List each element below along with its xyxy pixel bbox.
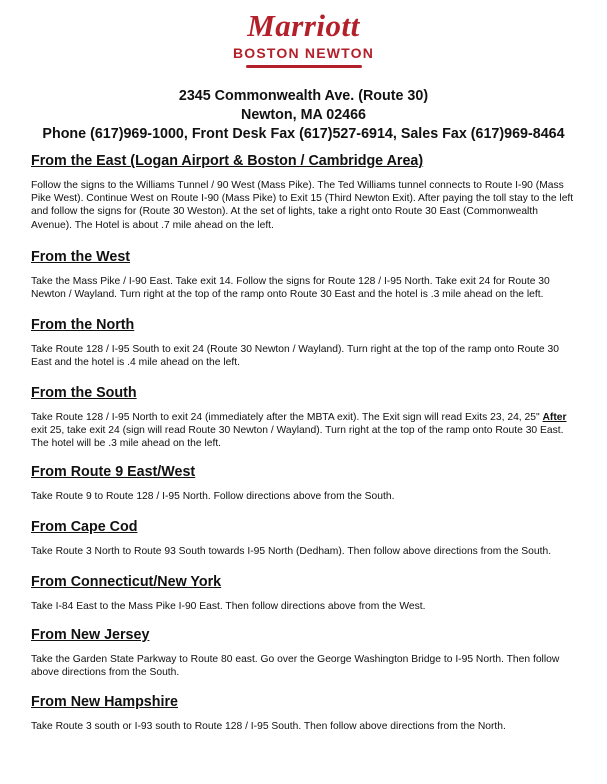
- section-from-cape-cod: [31, 518, 581, 558]
- phone-fax-numbers: Phone (617)969-1000, Front Desk Fax (617)527-6914, Sales Fax (617)969-8464: [42, 126, 565, 142]
- section-text: Take the Garden State Parkway to Route 80 east. Go over the George Washington Bridge to I-95 North. Then follow above directions from the South.: [31, 653, 560, 679]
- section-text: Take Route 128 / I-95 South to exit 24 (Route 30 Newton / Wayland). Turn right at the top of the ramp onto Route 30 East and the hotel is .4 mile ahead on the left.: [31, 344, 559, 369]
- section-text: Take Route 9 to Route 128 / I-95 North. Follow directions above from the South.: [31, 491, 395, 503]
- section-heading: From Cape Cod: [31, 519, 138, 536]
- hotel-address: [0, 87, 607, 144]
- city-state-zip: Newton, MA 02466: [241, 107, 366, 123]
- section-heading: From the West: [31, 248, 131, 265]
- section-text: Take the Mass Pike / I-90 East. Take exit 14. Follow the signs for Route 128 / I-95 North. Take exit 24 for Route 30 Newton / Wayland. Turn right at the top of the ramp onto Route 30 East and the hotel is .3 mile ahead on the left.: [31, 275, 550, 301]
- section-text: Take Route 3 North to Route 93 South towards I-95 North (Dedham). Then follow above directions from the South.: [31, 546, 552, 558]
- hotel-location: BOSTON NEWTON: [232, 45, 375, 61]
- marriott-logo: [0, 8, 607, 68]
- directions-list: [31, 152, 581, 733]
- section-heading: From New Jersey: [31, 626, 150, 643]
- after-emphasis: After: [542, 411, 567, 423]
- section-heading: From Route 9 East/West: [31, 464, 196, 481]
- section-from-new-jersey: [31, 626, 581, 679]
- section-from-north: [31, 316, 581, 369]
- section-text: Follow the signs to the Williams Tunnel / 90 West (Mass Pike). The Ted Williams tunnel connects to Route I-90 (Mass Pike West). Continue West on Route I-90 (Mass Pike) to Exit 15 (Third Newton Exit). After paying the toll stay to the left and follow the signs for (Route 30 Weston). At the set of lights, take a right onto Route 30 East (Commonwealth Avenue). The Hotel is about .7 mile ahead on the left.: [31, 180, 574, 231]
- section-from-east: [31, 152, 581, 232]
- section-text: Take I-84 East to the Mass Pike I-90 East. Then follow directions above from the West.: [31, 600, 426, 612]
- section-from-new-hampshire: [31, 693, 581, 733]
- section-text-part-1: Take Route 128 / I-95 North to exit 24 (immediately after the MBTA exit). The Exit sign will read Exits 23, 24, 25": [31, 411, 540, 423]
- section-from-connecticut: [31, 573, 581, 613]
- street-address: 2345 Commonwealth Ave. (Route 30): [178, 88, 429, 104]
- brand-wordmark: Marriott: [247, 8, 360, 43]
- section-text: [31, 411, 581, 451]
- section-heading: From New Hampshire: [31, 694, 178, 711]
- section-text-part-2: exit 25, take exit 24 (sign will read Route 30 Newton / Wayland). Turn right at the top of the ramp onto Route 30 East. The hotel will be .3 mile ahead on the left.: [31, 424, 564, 450]
- section-heading: From Connecticut/New York: [31, 573, 222, 590]
- section-heading: From the North: [31, 317, 135, 334]
- section-text: Take Route 3 south or I-93 south to Route 128 / I-95 South. Then follow above directions from the North.: [31, 721, 506, 733]
- section-from-south: [31, 384, 581, 451]
- logo-underline: [246, 65, 362, 68]
- section-heading: From the East (Logan Airport & Boston / Cambridge Area): [31, 153, 424, 169]
- section-from-west: [31, 248, 581, 301]
- section-heading: From the South: [31, 384, 137, 401]
- section-from-route-9: [31, 463, 581, 503]
